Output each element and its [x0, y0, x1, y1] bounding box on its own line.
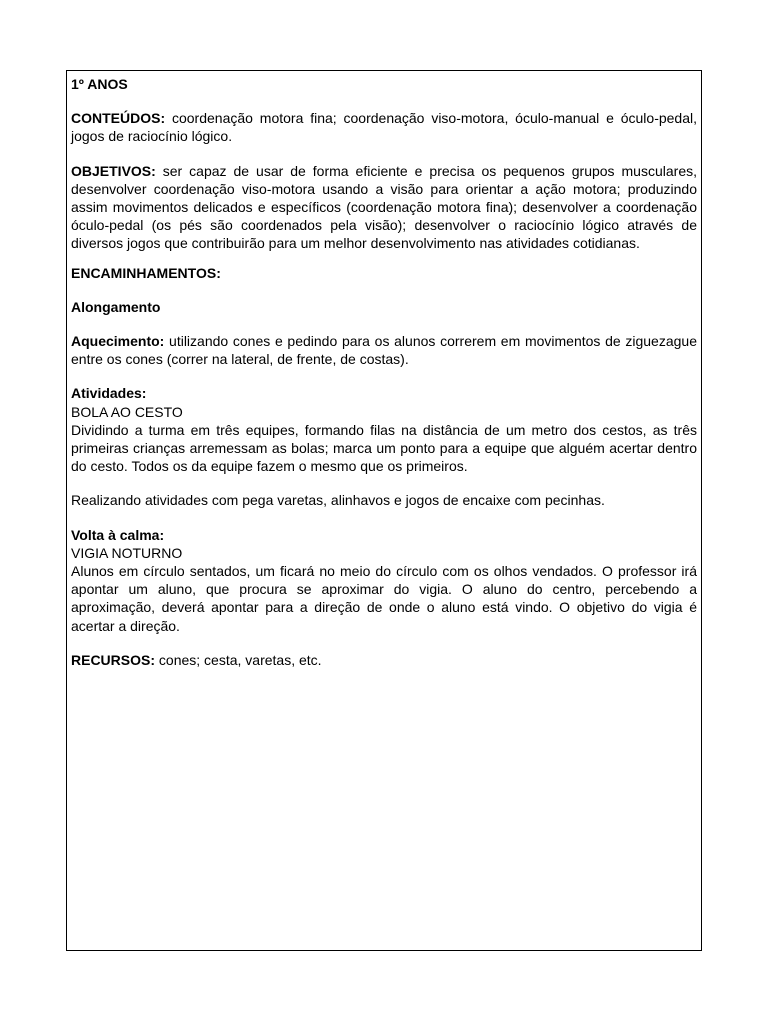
- aquecimento-section: [71, 332, 697, 368]
- document-body: [71, 75, 697, 685]
- recursos-label: RECURSOS:: [71, 651, 156, 668]
- recursos-section: [71, 651, 697, 669]
- conteudos-text: coordenação motora fina; coordenação viso-motora, óculo-manual e óculo-pedal, jogos de raciocínio lógico.: [71, 110, 697, 145]
- alongamento-heading: Alongamento: [71, 298, 161, 315]
- volta-calma-label: Volta à calma:: [71, 526, 165, 543]
- objetivos-label: OBJETIVOS:: [71, 162, 156, 179]
- objetivos-text: ser capaz de usar de forma eficiente e precisa os pequenos grupos musculares, desenvolver coordenação viso-motora usando a visão para orientar a ação motora; produzindo assim movimentos delicados e específicos (coordenação motora fina); desenvolver a coordenação óculo-pedal (os pés são coordenados pela visão); desenvolver o raciocínio lógico através de diversos jogos que contribuirão para um melhor desenvolvimento nas atividades cotidianas.: [71, 162, 697, 252]
- grade-heading: [71, 75, 697, 93]
- document-frame: [66, 70, 702, 951]
- atividades-game-title: BOLA AO CESTO: [71, 403, 183, 420]
- grade-label: 1º ANOS: [71, 76, 128, 92]
- volta-calma-section: [71, 526, 697, 635]
- recursos-text: cones; cesta, varetas, etc.: [155, 651, 322, 668]
- atividades-section: [71, 384, 697, 475]
- atividades-extra: Realizando atividades com pega varetas, alinhavos e jogos de encaixe com pecinhas.: [71, 492, 605, 509]
- objetivos-section: [71, 162, 697, 253]
- volta-calma-game-text: Alunos em círculo sentados, um ficará no meio do círculo com os olhos vendados. O professor irá apontar um aluno, que procura se aproximar do vigia. O aluno do centro, percebendo a aproximação, deverá apontar para a direção de onde o aluno está vindo. O objetivo do vigia é acertar a direção.: [71, 563, 697, 634]
- aquecimento-label: Aquecimento:: [71, 333, 165, 350]
- aquecimento-text: utilizando cones e pedindo para os alunos correrem em movimentos de ziguezague entre os cones (correr na lateral, de frente, de costas).: [71, 333, 697, 368]
- conteudos-section: [71, 109, 697, 145]
- volta-calma-game-title: VIGIA NOTURNO: [71, 544, 183, 561]
- atividades-label: Atividades:: [71, 385, 147, 402]
- atividades-game-text: Dividindo a turma em três equipes, formando filas na distância de um metro dos cestos, as três primeiras crianças arremessam as bolas; marca um ponto para a equipe que alguém acertar dentro do cesto. Todos os da equipe fazem o mesmo que os primeiros.: [71, 421, 697, 475]
- conteudos-label: CONTEÚDOS:: [71, 110, 166, 127]
- encaminhamentos-heading: ENCAMINHAMENTOS:: [71, 264, 221, 281]
